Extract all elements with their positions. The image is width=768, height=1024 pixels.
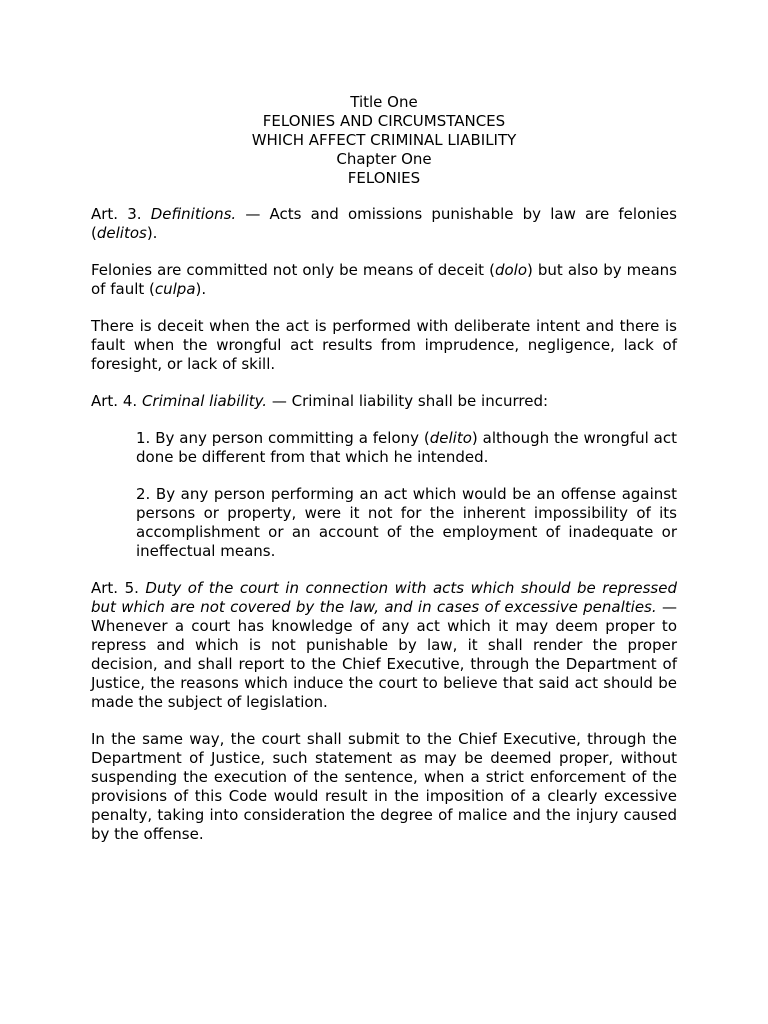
dolo-text-2: ) but also by means of fault ( [91,261,677,298]
article-4-item-2: 2. By any person performing an act which would be an offense against persons or property, were it not for the inherent impossibility of its accomplishment or an account of the employment of inadequate or ineffectual means. [136,485,677,560]
article-5-number: Art. 5. [91,579,146,597]
article-3-term: delitos [96,224,147,242]
item-1-text-1: 1. By any person committing a felony ( [136,429,430,447]
dolo-text-3: ). [195,280,207,298]
article-3-text-1: — Acts and omissions punishable by law are felonies ( [91,205,677,242]
title-subject-line-2: WHICH AFFECT CRIMINAL LIABILITY [251,131,517,149]
title-subject-line: FELONIES AND CIRCUMSTANCES [262,112,506,130]
title-line: Title One [350,93,418,111]
dolo-text-1: Felonies are committed not only be means of deceit ( [91,261,495,279]
article-3-title: Definitions. [150,205,237,223]
item-1-term: delito [429,429,472,447]
article-3-number: Art. 3. [91,205,151,223]
article-4-paragraph [91,392,677,411]
article-4-title: Criminal liability. [141,392,268,410]
article-4-text: — Criminal liability shall be incurred: [267,392,549,410]
article-5-text: — Whenever a court has knowledge of any act which it may deem proper to repress and which is not punishable by law, it shall render the proper decision, and shall report to the Chief Executive, through the Department of Justice, the reasons which induce the court to believe that said act should be made the subject of legislation. [91,598,677,711]
article-4-item-1 [136,429,677,467]
article-4-number: Art. 4. [91,392,142,410]
chapter-line: Chapter One [336,150,432,168]
article-3-text-2: ). [146,224,158,242]
article-3-paragraph [91,205,677,243]
chapter-title-line: FELONIES [347,169,421,187]
item-1-text-2: ) although the wrongful act done be different from that which he intended. [136,429,677,466]
felonies-dolo-culpa-paragraph [91,261,677,299]
article-5-title: Duty of the court in connection with acts which should be repressed but which are not covered by the law, and in cases of excessive penalties. [91,579,677,616]
article-5-paragraph [91,579,677,712]
document-heading [0,93,768,188]
article-5-second-paragraph: In the same way, the court shall submit to the Chief Executive, through the Department of Justice, such statement as may be deemed proper, without suspending the execution of the sentence, when a strict enforcement of the provisions of this Code would result in the imposition of a clearly excessive penalty, taking into consideration the degree of malice and the injury caused by the offense. [91,730,677,843]
deceit-fault-paragraph: There is deceit when the act is performed with deliberate intent and there is fault when the wrongful act results from imprudence, negligence, lack of foresight, or lack of skill. [91,317,677,373]
document-body [91,205,677,862]
dolo-term: dolo [494,261,527,279]
culpa-term: culpa [154,280,196,298]
